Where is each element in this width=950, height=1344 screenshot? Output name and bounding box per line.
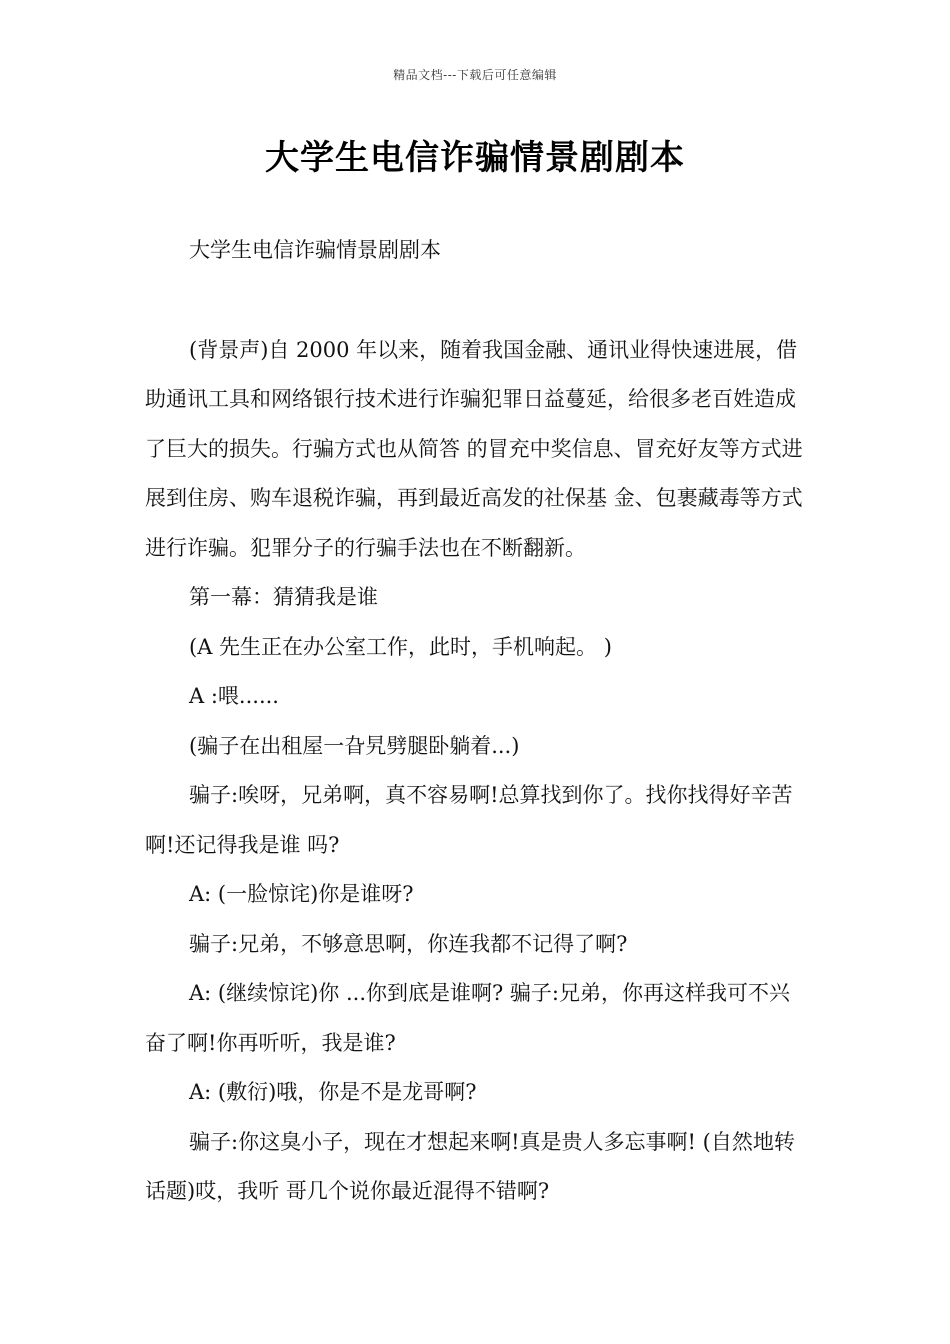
paragraph-stage-direction: (骗子在出租屋一旮旯劈腿卧躺着...) xyxy=(189,733,520,758)
paragraph-act-title: 第一幕：猜猜我是谁 xyxy=(189,585,378,609)
document-body xyxy=(145,226,809,1217)
paragraph-dialogue: 骗子:你这臭小子，现在才想起来啊!真是贵人多忘事啊! (自然地转话题)哎，我听 哥几个说你最近混得不错啊? xyxy=(145,1129,795,1203)
paragraph-dialogue: 骗子:兄弟，不够意思啊，你连我都不记得了啊? xyxy=(189,931,628,956)
page-header: 精品文档---下载后可任意编辑 xyxy=(393,68,557,82)
paragraph-dialogue: A: (敷衍)哦，你是不是龙哥啊? xyxy=(189,1080,477,1104)
document-title: 大学生电信诈骗情景剧剧本 xyxy=(265,138,685,178)
paragraph-dialogue: A: (继续惊诧)你 ...你到底是谁啊? 骗子:兄弟，你再这样我可不兴奋了啊!你再听听，我是谁? xyxy=(145,981,791,1055)
document-subtitle: 大学生电信诈骗情景剧剧本 xyxy=(189,238,441,262)
paragraph-background: (背景声)自 2000 年以来，随着我国金融、通讯业得快速进展，借助通讯工具和网络银行技术进行诈骗犯罪日益蔓延，给很多老百姓造成了巨大的损失。行骗方式也从简答 的冒充中奖信息、冒充好友等方式进展到住房、购车退税诈骗，再到最近高发的社保基 金、包裹藏毒等方式进行诈骗。犯罪分子的行骗手法也在不断翻新。 xyxy=(145,337,803,560)
paragraph-stage-direction: (A 先生正在办公室工作，此时，手机响起。 ) xyxy=(189,634,612,659)
paragraph-dialogue: A :喂...... xyxy=(189,684,279,708)
paragraph-dialogue: 骗子:唉呀，兄弟啊，真不容易啊!总算找到你了。找你找得好辛苦啊!还记得我是谁 吗? xyxy=(145,783,793,857)
paragraph-dialogue: A: (一脸惊诧)你是谁呀? xyxy=(189,882,414,906)
